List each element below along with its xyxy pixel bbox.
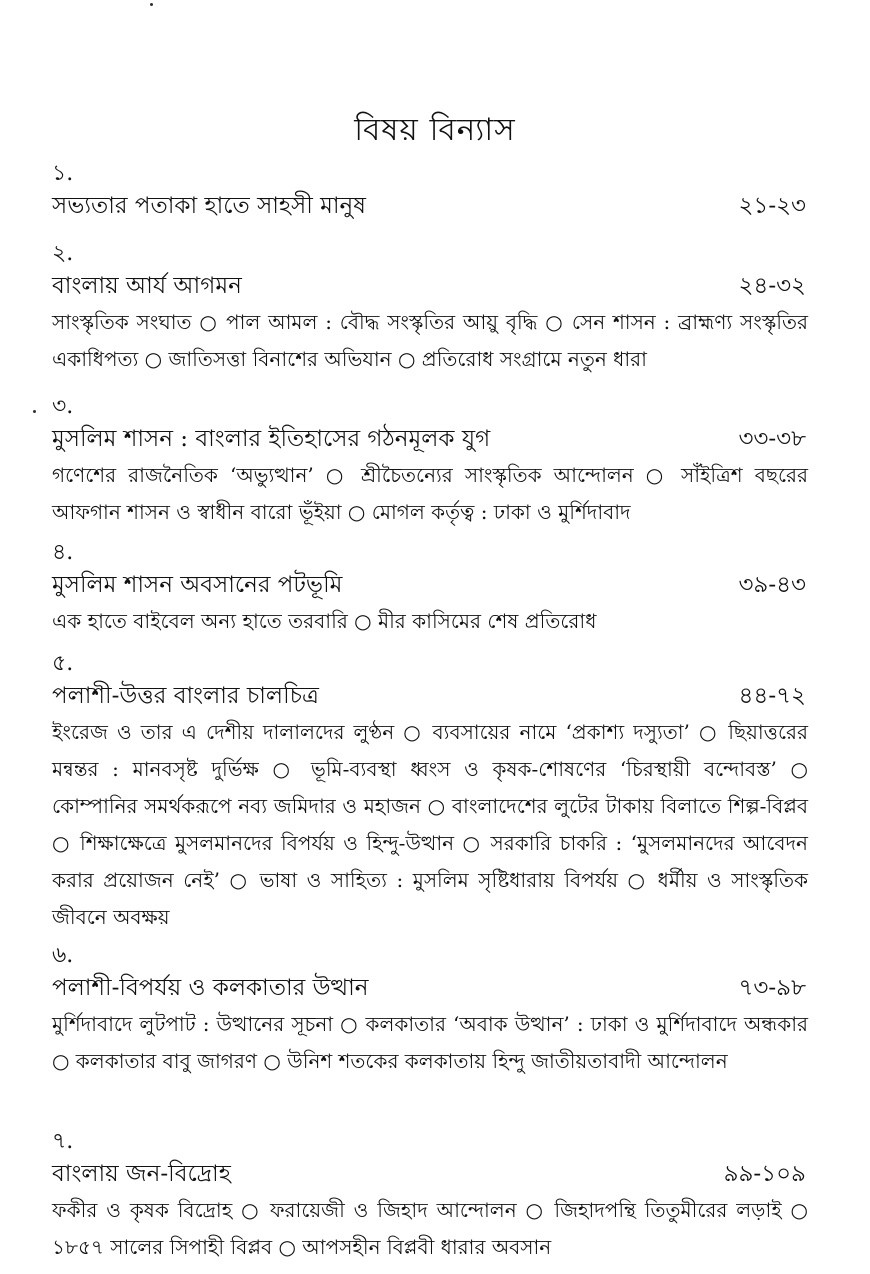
chapter-number: ৬. bbox=[52, 943, 74, 968]
chapter-4 bbox=[52, 539, 822, 640]
chapter-pages: ৯৯-১০৯ bbox=[723, 1161, 806, 1187]
chapter-topics: সাংস্কৃতিক সংঘাত ○ পাল আমল : বৌদ্ধ সংস্কৃতির আয়ু বৃদ্ধি ○ সেন শাসন : ব্রাহ্মণ্য সংস্কৃতির একাধিপত্য ○ জাতিসত্তা বিনাশের অভিযান ○ প্রতিরোধ সংগ্রামে নতুন ধারা bbox=[52, 310, 808, 371]
chapter-title: বাংলায় জন-বিদ্রোহ bbox=[52, 1161, 231, 1187]
chapter-heading-row bbox=[52, 970, 822, 1006]
chapter-topics: এক হাতে বাইবেল অন্য হাতে তরবারি ○ মীর কাসিমের শেষ প্রতিরোধ bbox=[52, 609, 597, 633]
chapter-title: সভ্যতার পতাকা হাতে সাহসী মানুষ bbox=[52, 193, 366, 219]
chapter-pages: ২৪-৩২ bbox=[738, 273, 806, 299]
chapter-title: পলাশী-উত্তর বাংলার চালচিত্র bbox=[52, 683, 319, 709]
chapter-topics: ইংরেজ ও তার এ দেশীয় দালালদের লুণ্ঠন ○ ব্যবসায়ের নামে ‘প্রকাশ্য দস্যুতা’ ○ ছিয়াত্তরের মন্বন্তর : মানবসৃষ্ট দুর্ভিক্ষ ○ ভূমি-ব্যবস্থা ধ্বংস ও কৃষক-শোষণের ‘চিরস্থায়ী বন্দোবস্ত’ ○ কোম্পানির সমর্থকরূপে নব্য জমিদার ও মহাজন ○ বাংলাদেশের লুটের টাকায় বিলাতে শিল্প-বিপ্লব ○ শিক্ষাক্ষেত্রে মুসলমানদের বিপর্যয় ও হিন্দু-উত্থান ○ সরকারি চাকরি : ‘মুসলমানদের আবেদন করার প্রয়োজন নেই’ ○ ভাষা ও সাহিত্য : মুসলিম সৃষ্টিধারায় বিপর্যয় ○ ধর্মীয় ও সাংস্কৃতিক জীবনে অবক্ষয় bbox=[52, 720, 808, 929]
chapter-pages: ৭৩-৯৮ bbox=[738, 975, 806, 1001]
chapter-title: মুসলিম শাসন অবসানের পটভূমি bbox=[52, 572, 343, 598]
chapter-3 bbox=[52, 393, 822, 531]
chapter-pages: ২১-২৩ bbox=[738, 193, 806, 219]
chapter-7 bbox=[52, 1128, 822, 1266]
chapter-heading-row bbox=[52, 567, 822, 603]
chapter-pages: ৩৯-৪৩ bbox=[738, 572, 806, 598]
page-title: বিষয় বিন্যাস bbox=[354, 112, 516, 148]
scan-speck bbox=[33, 410, 36, 413]
chapter-pages: ৪৪-৭২ bbox=[738, 683, 806, 709]
scan-speck bbox=[150, 3, 153, 6]
chapter-number: ৭. bbox=[52, 1129, 74, 1154]
chapter-number: ৪. bbox=[52, 540, 74, 565]
chapter-6 bbox=[52, 942, 822, 1080]
chapter-heading-row bbox=[52, 1156, 822, 1192]
chapter-title: মুসলিম শাসন : বাংলার ইতিহাসের গঠনমূলক যুগ bbox=[52, 426, 491, 452]
chapter-heading-row bbox=[52, 421, 822, 457]
chapter-title: পলাশী-বিপর্যয় ও কলকাতার উত্থান bbox=[52, 975, 369, 1001]
chapter-heading-row bbox=[52, 188, 822, 224]
chapter-topics: ফকীর ও কৃষক বিদ্রোহ ○ ফরায়েজী ও জিহাদ আন্দোলন ○ জিহাদপন্থি তিতুমীরের লড়াই ○ ১৮৫৭ সালের সিপাহী বিপ্লব ○ আপসহীন বিপ্লবী ধারার অবসান bbox=[52, 1198, 808, 1259]
chapter-2 bbox=[52, 240, 822, 378]
chapter-topics: গণেশের রাজনৈতিক ‘অভ্যুত্থান’ ○ শ্রীচৈতন্যের সাংস্কৃতিক আন্দোলন ○ সাঁইত্রিশ বছরের আফগান শাসন ও স্বাধীন বারো ভূঁইয়া ○ মোগল কর্তৃত্ব : ঢাকা ও মুর্শিদাবাদ bbox=[52, 463, 808, 524]
chapter-number: ৩. bbox=[52, 394, 74, 419]
chapter-1 bbox=[52, 160, 822, 224]
chapter-number: ৫. bbox=[52, 651, 74, 676]
chapter-heading-row bbox=[52, 268, 822, 304]
chapter-number: ২. bbox=[52, 241, 74, 266]
chapter-number: ১. bbox=[52, 161, 74, 186]
chapter-heading-row bbox=[52, 678, 822, 714]
chapter-5 bbox=[52, 650, 822, 936]
chapter-title: বাংলায় আর্য আগমন bbox=[52, 273, 242, 299]
chapter-topics: মুর্শিদাবাদে লুটপাট : উত্থানের সূচনা ○ কলকাতার ‘অবাক উত্থান’ : ঢাকা ও মুর্শিদাবাদে অন্ধকার ○ কলকাতার বাবু জাগরণ ○ উনিশ শতকের কলকাতায় হিন্দু জাতীয়তাবাদী আন্দোলন bbox=[52, 1012, 808, 1073]
chapter-pages: ৩৩-৩৮ bbox=[738, 426, 806, 452]
